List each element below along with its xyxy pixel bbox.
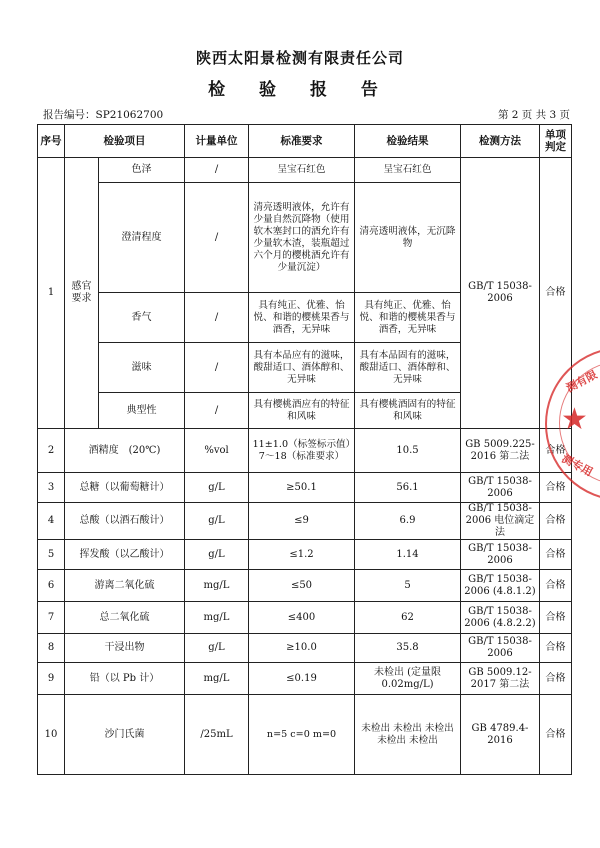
row-item: 总糖（以葡萄糖计） [65, 473, 185, 503]
row-item: 香气 [99, 293, 185, 343]
row-unit: g/L [185, 540, 249, 570]
row-no: 5 [38, 540, 65, 570]
row-no: 1 [38, 158, 65, 429]
row-item: 澄清程度 [99, 183, 185, 293]
row-no: 9 [38, 663, 65, 695]
seal-text-bottom: 测专用 [559, 451, 595, 479]
row-method: GB/T 15038-2006 [461, 473, 540, 503]
table-row [38, 663, 572, 695]
row-standard: ≥10.0 [249, 634, 355, 663]
company-name: 陕西太阳景检测有限责任公司 [195, 49, 404, 67]
row-result: 具有本品固有的滋味，酸甜适口、酒体醇和、无异味 [355, 343, 461, 393]
row-result: 62 [355, 602, 461, 634]
table-row [38, 503, 572, 540]
row-no: 8 [38, 634, 65, 663]
row-item: 总酸（以酒石酸计） [65, 503, 185, 540]
table-row [38, 695, 572, 775]
table-row [38, 158, 572, 183]
row-unit: %vol [185, 429, 249, 473]
row-result: 35.8 [355, 634, 461, 663]
row-result: 清亮透明液体，无沉降物 [355, 183, 461, 293]
header-unit: 计量单位 [185, 125, 249, 158]
row-no: 3 [38, 473, 65, 503]
row-item: 色泽 [99, 158, 185, 183]
row-standard: ≤1.2 [249, 540, 355, 570]
row-result: 1.14 [355, 540, 461, 570]
row-standard: ≤400 [249, 602, 355, 634]
page-info: 第 2 页 共 3 页 [497, 109, 570, 121]
row-method: GB 5009.12-2017 第二法 [461, 663, 540, 695]
row-method: GB 5009.225-2016 第二法 [461, 429, 540, 473]
row-standard: 11±1.0（标签标示值）7～18（标准要求） [249, 429, 355, 473]
row-no: 7 [38, 602, 65, 634]
row-verdict: 合格 [540, 473, 572, 503]
table-row [38, 634, 572, 663]
row-no: 6 [38, 570, 65, 602]
row-item: 酒精度 (20℃) [65, 429, 185, 473]
row-unit: mg/L [185, 663, 249, 695]
row-item: 总二氧化硫 [65, 602, 185, 634]
row-unit: g/L [185, 503, 249, 540]
row-unit: /25mL [185, 695, 249, 775]
row-method: GB/T 15038-2006 [461, 540, 540, 570]
row-result: 5 [355, 570, 461, 602]
sensory-group: 感官要求 [65, 158, 99, 429]
report-number: 报告编号：SP21062700 [43, 109, 164, 121]
row-method: GB/T 15038-2006 (4.8.1.2) [461, 570, 540, 602]
row-method: GB/T 15038-2006 电位滴定法 [461, 503, 540, 540]
row-item: 铅（以 Pb 计） [65, 663, 185, 695]
row-verdict: 合格 [540, 570, 572, 602]
row-verdict: 合格 [540, 540, 572, 570]
row-no: 4 [38, 503, 65, 540]
row-result: 10.5 [355, 429, 461, 473]
row-unit: / [185, 293, 249, 343]
row-standard: 具有本品应有的滋味，酸甜适口、酒体醇和、无异味 [249, 343, 355, 393]
row-verdict: 合格 [540, 695, 572, 775]
row-item: 沙门氏菌 [65, 695, 185, 775]
row-method: GB 4789.4-2016 [461, 695, 540, 775]
row-standard: ≥50.1 [249, 473, 355, 503]
row-verdict: 合格 [540, 602, 572, 634]
row-unit: / [185, 158, 249, 183]
star-icon: ★ [561, 402, 588, 437]
row-standard: 呈宝石红色 [249, 158, 355, 183]
row-unit: mg/L [185, 570, 249, 602]
row-standard: ≤50 [249, 570, 355, 602]
row-item: 典型性 [99, 393, 185, 429]
header-no: 序号 [38, 125, 65, 158]
row-item: 滋味 [99, 343, 185, 393]
table-row [38, 540, 572, 570]
row-result: 具有樱桃酒固有的特征和风味 [355, 393, 461, 429]
row-unit: g/L [185, 634, 249, 663]
row-verdict: 合格 [540, 503, 572, 540]
row-unit: / [185, 183, 249, 293]
header-item: 检验项目 [65, 125, 185, 158]
row-standard: 具有纯正、优雅、怡悦、和谐的樱桃果香与酒香，无异味 [249, 293, 355, 343]
row-verdict: 合格 [540, 158, 572, 429]
row-unit: / [185, 393, 249, 429]
row-standard: n=5 c=0 m=0 [249, 695, 355, 775]
row-standard: ≤0.19 [249, 663, 355, 695]
seal-text-top: 测有限 [564, 367, 600, 395]
table-row [38, 602, 572, 634]
row-verdict: 合格 [540, 634, 572, 663]
header-standard: 标准要求 [249, 125, 355, 158]
row-item: 干浸出物 [65, 634, 185, 663]
row-result: 6.9 [355, 503, 461, 540]
row-item: 游离二氧化硫 [65, 570, 185, 602]
row-standard: 清亮透明液体，允许有少量自然沉降物（使用软木塞封口的酒允许有少量软木渣，装瓶超过六个月的樱桃酒允许有少量沉淀） [249, 183, 355, 293]
table-header-row [38, 125, 572, 158]
row-result: 未检出 未检出 未检出 未检出 未检出 [355, 695, 461, 775]
row-method: GB/T 15038-2006 [461, 634, 540, 663]
row-result: 呈宝石红色 [355, 158, 461, 183]
table-row [38, 473, 572, 503]
row-method: GB/T 15038-2006 (4.8.2.2) [461, 602, 540, 634]
report-title: 检 验 报 告 [208, 80, 392, 100]
header-verdict: 单项判定 [540, 125, 572, 158]
row-unit: / [185, 343, 249, 393]
header-result: 检验结果 [355, 125, 461, 158]
header-method: 检测方法 [461, 125, 540, 158]
row-result: 具有纯正、优雅、怡悦、和谐的樱桃果香与酒香，无异味 [355, 293, 461, 343]
row-item: 挥发酸（以乙酸计） [65, 540, 185, 570]
table-row [38, 429, 572, 473]
row-no: 10 [38, 695, 65, 775]
row-result: 56.1 [355, 473, 461, 503]
row-result: 未检出 (定量限 0.02mg/L) [355, 663, 461, 695]
row-verdict: 合格 [540, 663, 572, 695]
results-table [37, 124, 572, 775]
row-standard: ≤9 [249, 503, 355, 540]
row-unit: g/L [185, 473, 249, 503]
table-row [38, 570, 572, 602]
row-standard: 具有樱桃酒应有的特征和风味 [249, 393, 355, 429]
row-verdict: 合格 [540, 429, 572, 473]
row-unit: mg/L [185, 602, 249, 634]
row-no: 2 [38, 429, 65, 473]
row-method: GB/T 15038-2006 [461, 158, 540, 429]
